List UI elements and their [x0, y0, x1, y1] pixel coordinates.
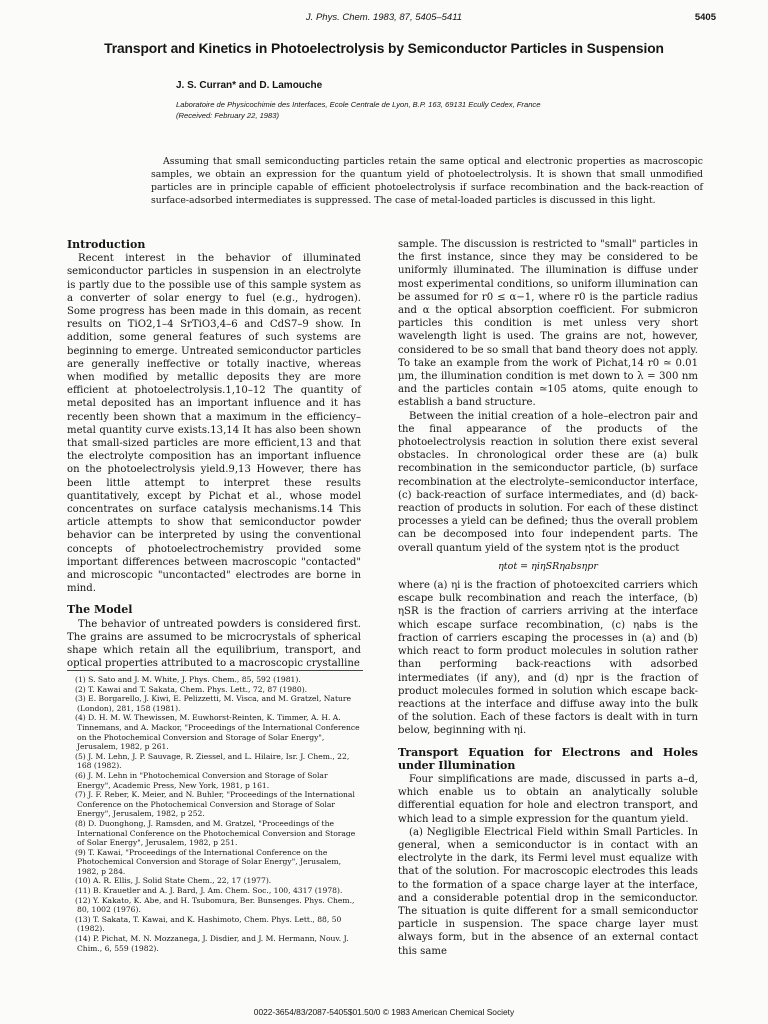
reference-item: (12) Y. Kakato, K. Abe, and H. Tsubomura, Ber. Bunsenges. Phys. Chem., 80, 1002 (1976).	[75, 895, 355, 915]
left-column	[67, 238, 361, 671]
yield-equation: ηtot = ηiηSRηabsηpr	[498, 560, 598, 572]
reference-item: (10) A. R. Ellis, J. Solid State Chem., 22, 17 (1977).	[75, 876, 272, 886]
transport-heading: Transport Equation for Electrons and Holes under Illumination	[398, 745, 698, 772]
running-header	[0, 12, 768, 26]
model-paragraph: The behavior of untreated powders is considered first. The grains are assumed to be microcrystals of spherical shape which retain all the equilibrium, transport, and optical properties attributed to a macroscopic crystalline	[67, 618, 361, 670]
reference-item: (6) J. M. Lehn in "Photochemical Conversion and Storage of Solar Energy", Academic Press, New York, 1981, p 161.	[75, 770, 328, 790]
reference-item: (3) E. Borgarello, J. Kiwi, E. Pelizzetti, M. Visca, and M. Gratzel, Nature (London), 281, 158 (1981).	[75, 694, 352, 713]
article-title: Transport and Kinetics in Photoelectrolysis by Semiconductor Particles in Suspension	[104, 41, 664, 56]
reference-item: (11) B. Krauetler and A. J. Bard, J. Am. Chem. Soc., 100, 4317 (1978).	[75, 886, 343, 896]
references	[67, 670, 363, 953]
body-paragraph: Four simplifications are made, discussed in parts a–d, which enable us to obtain an analytically soluble differential equation for hole and electron transport, and which lead to a simple expression for the quantum yield.	[398, 773, 698, 825]
reference-item: (13) T. Sakata, T. Kawai, and K. Hashimoto, Chem. Phys. Lett., 88, 50 (1982).	[75, 914, 342, 934]
body-paragraph: sample. The discussion is restricted to "small" particles in the first instance, since they may be considered to be uniformly illuminated. The illumination is diffuse under most experimental conditions, so uniform illumination can be assumed for r0 ≤ α−1, where r0 is the particle radius and α the optical absorption coefficient. For submicron particles this condition is met unless very short wavelength light is used. The grains are not, however, considered to be so small that band theory does not apply. To take an example from the work of Pichat,14 r0 ≃ 0.01 μm, the illumination condition is met down to λ = 300 nm and the particles contain ≃105 atoms, quite enough to establish a band structure.	[398, 239, 698, 409]
reference-item: (8) D. Duonghong, J. Ramsden, and M. Gratzel, "Proceedings of the International Conference on the Photochemical Conversion and Storage of Solar Energy", Jerusalem, 1982, p 251.	[75, 818, 356, 848]
body-paragraph: where (a) ηi is the fraction of photoexcited carriers which escape bulk recombination and reach the interface, (b) ηSR is the fraction of carriers arriving at the interface which escape surface recombination, (c) ηabs is the fraction of carriers escaping the processes in (a) and (b) which react to form product molecules in solution rather than performing back-reactions with adsorbed intermediates (if any), and (d) ηpr is the fraction of product molecules formed in solution which escape back-reactions at the interface and diffuse away into the bulk of the solution. Each of these factors is dealt with in turn below, beginning with ηi.	[398, 580, 698, 737]
model-heading: The Model	[67, 603, 133, 617]
reference-item: (2) T. Kawai and T. Sakata, Chem. Phys. Lett., 72, 87 (1980).	[75, 684, 308, 694]
authors: J. S. Curran* and D. Lamouche	[176, 80, 323, 91]
copyright-footer: 0022-3654/83/2087-5405$01.50/0 © 1983 American Chemical Society	[253, 1007, 515, 1017]
right-column	[398, 238, 698, 958]
reference-item: (7) J. F. Reber, K. Meier, and N. Buhler, "Proceedings of the International Conference on the Photochemical Conversion and Storage of Solar Energy", Jerusalem, 1982, p 252.	[75, 790, 355, 819]
introduction-paragraph: Recent interest in the behavior of illuminated semiconductor particles in suspension in an electrolyte is partly due to the possible use of this sample system as a converter of solar energy to fuel (e.g., hydrogen). Some progress has been made in this domain, as recent results on TiO2,1–4 SrTiO3,4–6 and CdS7–9 show. In addition, some general features of such systems are beginning to emerge. Untreated semiconductor particles are generally ineffective or totally inactive, whereas when modified by metallic deposits they are more efficient at photoelectrolysis.1,10–12 The quantity of metal deposited has an important influence and it has recently been shown that a maximum in the efficiency–metal quantity curve exists.13,14 It has also been shown that small-sized particles are more efficient,13 and that the electrolyte composition has an important influence on the photoelectrolysis yield.9,13 However, there has been little attempt to interpret these results quantitatively, except by Pichat et al., whose model concentrates on surface catalysis mechanisms.14 This article attempts to show that semiconductor powder behavior can be interpreted by using the conventional concepts of photoelectrochemistry provided some important differences between macroscopic "contacted" and microscopic "uncontacted" electrodes are borne in mind.	[67, 253, 361, 595]
body-paragraph: (a) Negligible Electrical Field within Small Particles. In general, when a semiconductor is in contact with an electrolyte in the dark, its Fermi level must equalize with that of the solution. For macroscopic electrodes this leads to the formation of a space charge layer at the interface, and a considerable potential drop in the semiconductor. The situation is quite different for a small semiconductor particle in suspension. The space charge layer must always form, but in the absence of an external contact this same	[398, 826, 698, 957]
body-paragraph: Between the initial creation of a hole–electron pair and the final appearance of the products of the photoelectrolysis reaction in solution there exist several obstacles. In chronological order these are (a) bulk recombination in the semiconductor particle, (b) surface recombination at the electrolyte–semiconductor interface, (c) back-reaction of surface intermediates, and (d) back-reaction of products in solution. For each of these distinct processes a yield can be defined; thus the overall problem can be decomposed into four independent parts. The overall quantum yield of the system ηtot is the product	[398, 410, 698, 554]
affiliation: Laboratoire de Physicochimie des Interfaces, Ecole Centrale de Lyon, B.P. 163, 69131 Ecully Cedex, France	[176, 100, 541, 109]
introduction-heading: Introduction	[67, 238, 146, 251]
reference-item: (4) D. H. M. W. Thewissen, M. Euwhorst-Reinten, K. Timmer, A. H. A. Tinnemans, and A. Mackor, "Proceedings of the International Conference on the Photochemical Conversion and Storage of Solar Energy", Jerusalem, 1982, p 261.	[75, 713, 360, 752]
page-number: 5405	[694, 12, 716, 23]
abstract: Assuming that small semiconducting particles retain the same optical and electronic properties as macroscopic samples, we obtain an expression for the quantum yield of photoelectrolysis. It is shown that small unmodified particles are in principle capable of efficient photoelectrolysis if surface recombination and the back-reaction of surface-adsorbed intermediates is suppressed. The case of metal-loaded particles is discussed in this light.	[151, 156, 703, 206]
received-date: (Received: February 22, 1983)	[176, 111, 279, 120]
reference-item: (14) P. Pichat, M. N. Mozzanega, J. Disdier, and J. M. Hermann, Nouv. J. Chim., 6, 559 (1982).	[75, 934, 349, 953]
reference-item: (1) S. Sato and J. M. White, J. Phys. Chem., 85, 592 (1981).	[75, 675, 301, 684]
journal-citation: J. Phys. Chem. 1983, 87, 5405–5411	[305, 12, 463, 23]
reference-item: (9) T. Kawai, "Proceedings of the International Conference on the Photochemical Conversion and Storage of Solar Energy", Jerusalem, 1982, p 284.	[75, 847, 342, 876]
affiliation-block	[176, 99, 540, 121]
reference-item: (5) J. M. Lehn, J. P. Sauvage, R. Ziessel, and L. Hilaire, Isr. J. Chem., 22, 168 (1982).	[75, 751, 350, 771]
